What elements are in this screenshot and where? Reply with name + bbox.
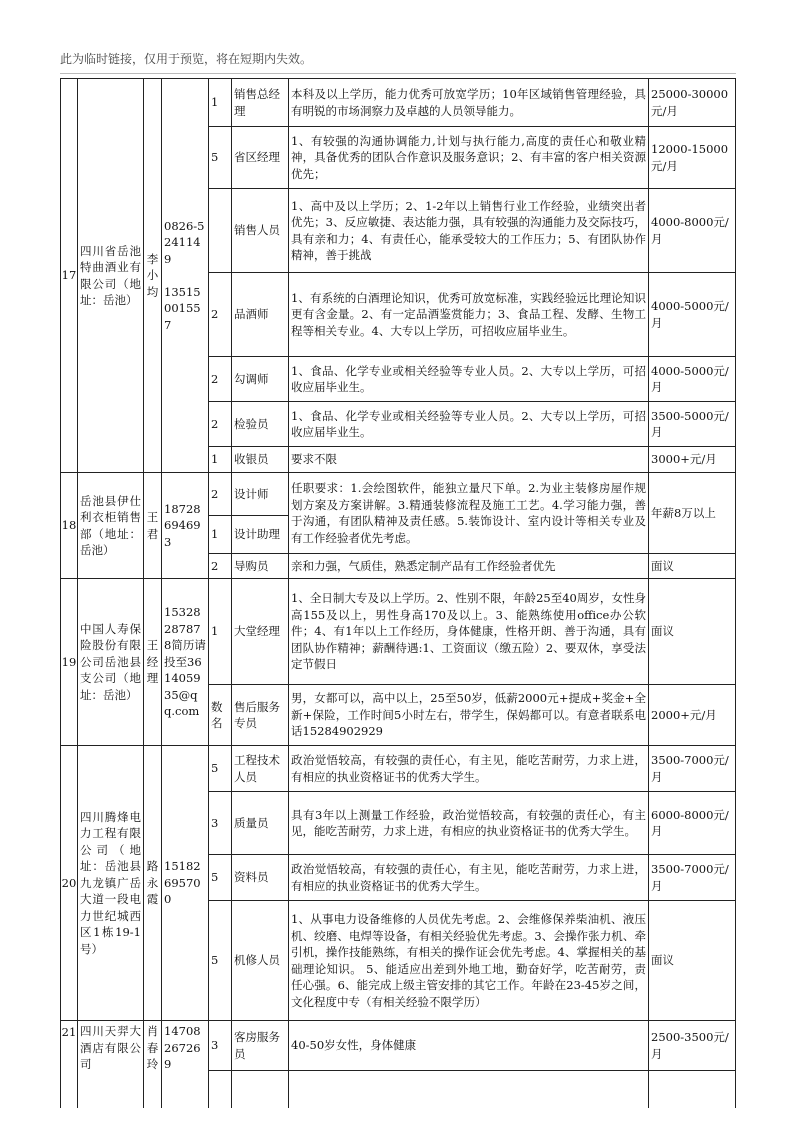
job-salary: 面议 [651, 624, 674, 639]
contact-person: 王经理 [146, 638, 159, 686]
row-number: 19 [61, 654, 77, 669]
preview-banner: 此为临时链接，仅用于预览，将在短期内失效。 [60, 52, 313, 66]
job-salary: 4000-8000元/月 [651, 215, 729, 246]
grid-line-v [231, 78, 232, 1108]
contact-phone: 0826-5241149 13515001557 [164, 218, 205, 332]
job-salary: 2500-3500元/月 [651, 1030, 729, 1061]
job-title: 销售人员 [234, 223, 280, 238]
contact-phone: 14708267269 [164, 1024, 201, 1071]
job-title: 资料员 [234, 870, 269, 885]
job-salary: 2000+元/月 [651, 707, 717, 722]
job-salary: 面议 [651, 953, 674, 968]
job-count: 5 [211, 150, 219, 165]
contact-person: 王君 [146, 510, 159, 541]
job-title: 省区经理 [234, 150, 280, 165]
job-title: 检验员 [234, 416, 269, 431]
job-salary: 3000+元/月 [651, 452, 717, 467]
job-title: 销售总经理 [234, 87, 280, 118]
job-requirements: 任职要求：1.会绘图软件，能独立量尺下单。2.为业主装修房屋作规划方案及方案讲解。3.精通装修流程及施工工艺。4.学习能力强，善于沟通，有团队精神及责任感。5.装饰设计、室内设计等相关专业及有工作经验者优先考虑。 [291, 481, 646, 545]
job-title: 品酒师 [234, 307, 269, 322]
job-salary: 面议 [651, 558, 674, 573]
job-count: 1 [211, 452, 219, 467]
job-requirements: 1、全日制大专及以上学历。2、性别不限，年龄25至40周岁，女性身高155及以上，男性身高170及以上。3、能熟练使用office办公软件；4、有1年以上工作经历，身体健康，性格开朗、善于沟通，具有团队协作精神；薪酬待遇:1、工资面议（缴五险）2、要双休，享受法定节假日 [291, 591, 646, 672]
contact-phone: 15328287878简历请投至361405935@qq.com [164, 605, 206, 719]
job-count: 2 [211, 558, 219, 573]
table-border-right [735, 78, 736, 1108]
job-count: 5 [211, 953, 219, 968]
job-count [211, 189, 229, 272]
job-title: 售后服务专员 [234, 699, 280, 730]
contact-phone: 15182695700 [164, 859, 201, 907]
job-count: 1 [211, 95, 219, 110]
job-salary: 4000-5000元/月 [651, 363, 729, 394]
job-count: 5 [211, 870, 219, 885]
job-count: 3 [211, 1038, 219, 1053]
job-salary: 12000-15000元/月 [651, 142, 729, 173]
job-salary: 年薪8万以上 [651, 505, 716, 520]
job-requirements: 1、食品、化学专业或相关经验等专业人员。2、大专以上学历，可招收应届毕业生。 [291, 363, 646, 394]
row-number: 20 [61, 875, 77, 890]
job-title: 导购员 [234, 558, 269, 573]
company-name: 中国人寿保险股份有限公司岳池县支公司（地址：岳池） [80, 621, 141, 702]
job-requirements: 政治觉悟较高，有较强的责任心，有主见，能吃苦耐劳，力求上进，有相应的执业资格证书的优秀大学生。 [291, 753, 646, 784]
row-number: 21 [61, 1025, 77, 1039]
contact-person: 李小均 [146, 251, 159, 299]
grid-line-v [288, 78, 289, 1108]
job-title: 设计助理 [234, 527, 280, 542]
job-count: 1 [211, 624, 219, 639]
job-salary: 3500-7000元/月 [651, 862, 729, 893]
job-title: 工程技术人员 [234, 753, 280, 784]
job-requirements: 1、食品、化学专业或相关经验等专业人员。2、大专以上学历，可招收应届毕业生。 [291, 408, 646, 439]
job-count: 5 [211, 761, 219, 776]
job-requirements: 本科及以上学历，能力优秀可放宽学历；10年区域销售管理经验，具有明锐的市场洞察力及卓越的人员领导能力。 [291, 87, 646, 118]
job-salary: 6000-8000元/月 [651, 807, 729, 838]
job-salary: 3500-7000元/月 [651, 753, 729, 784]
job-requirements: 1、高中及以上学历；2、1-2年以上销售行业工作经验，业绩突出者优先；3、反应敏捷、表达能力强，具有较强的沟通能力及交际技巧，具有亲和力；4、有责任心，能承受较大的工作压力；5、有团队协作精神，善于挑战 [291, 198, 646, 262]
banner-divider [60, 73, 736, 74]
grid-line-v [161, 78, 162, 1108]
job-requirements: 要求不限 [291, 452, 337, 467]
company-name: 岳池县伊仕利衣柜销售部（地址：岳池） [80, 493, 141, 557]
job-requirements: 1、从事电力设备维修的人员优先考虑。2、会维修保养柴油机、液压机、绞磨、电焊等设备，有相关经验优先考虑。3、会操作张力机、牵引机，操作技能熟练，有相关的操作证会优先考虑。4、掌握相关的基础理论知识。 5、能适应出差到外地工地，勤奋好学，吃苦耐劳，责任心强。6、能完成上级主管安排的其它工作。年龄在23-45岁之间，文化程度中专（有相关经验不限学历） [291, 912, 646, 1009]
job-title: 大堂经理 [234, 624, 280, 639]
job-count: 数名 [211, 699, 223, 730]
grid-line-v [77, 78, 78, 1108]
job-count: 2 [211, 416, 219, 431]
company-name: 四川天羿大酒店有限公司 [80, 1024, 141, 1071]
grid-line-v [648, 78, 649, 1108]
job-salary: 4000-5000元/月 [651, 299, 729, 330]
job-title: 勾调师 [234, 371, 269, 386]
company-name: 四川省岳池特曲酒业有限公司（地址：岳池） [80, 243, 141, 307]
contact-person: 路永霞 [146, 859, 159, 907]
job-title: 质量员 [234, 815, 269, 830]
job-count: 2 [211, 371, 219, 386]
job-requirements: 政治觉悟较高，有较强的责任心，有主见，能吃苦耐劳，力求上进，有相应的执业资格证书的优秀大学生。 [291, 862, 646, 893]
job-requirements: 男，女都可以，高中以上，25至50岁，低薪2000元+提成+奖金+全新+保险，工作时间5小时左右，带学生，保妈都可以。有意者联系电话15284902929 [291, 691, 646, 739]
job-requirements: 1、有较强的沟通协调能力,计划与执行能力,高度的责任心和敬业精神，具备优秀的团队合作意识及服务意识；2、有丰富的客户相关资源优先； [291, 133, 646, 181]
job-title: 机修人员 [234, 953, 280, 968]
contact-phone: 18728694693 [164, 501, 201, 549]
job-salary: 3500-5000元/月 [651, 408, 729, 439]
grid-line-v [208, 78, 209, 1108]
row-number: 18 [61, 518, 77, 533]
job-title: 收银员 [234, 452, 269, 467]
job-requirements: 40-50岁女性，身体健康 [291, 1038, 417, 1053]
grid-line-h [208, 1070, 736, 1071]
job-count: 2 [211, 486, 219, 501]
job-title: 设计师 [234, 486, 269, 501]
job-salary: 25000-30000元/月 [651, 87, 729, 118]
job-count: 2 [211, 307, 219, 322]
job-count: 3 [211, 815, 219, 830]
job-requirements: 1、有系统的白酒理论知识，优秀可放宽标准，实践经验远比理论知识更有含金量。2、有一定品酒鉴赏能力；3、食品工程、发酵、生物工程等相关专业。4、大专以上学历，可招收应届毕业生。 [291, 290, 646, 338]
job-count: 1 [211, 527, 219, 542]
row-number: 17 [61, 268, 77, 283]
company-name: 四川腾烽电力工程有限公司（地址：岳池县九龙镇广岳大道一段电力世纪城西区1栋19-1号） [80, 809, 141, 956]
job-requirements: 亲和力强，气质佳，熟悉定制产品有工作经验者优先 [291, 558, 556, 573]
job-title: 客房服务员 [234, 1030, 280, 1061]
job-requirements: 具有3年以上测量工作经验，政治觉悟较高，有较强的责任心，有主见，能吃苦耐劳，力求上进，有相应的执业资格证书的优秀大学生。 [291, 807, 646, 838]
contact-person: 肖春玲 [146, 1024, 159, 1071]
grid-line-v [143, 78, 144, 1108]
